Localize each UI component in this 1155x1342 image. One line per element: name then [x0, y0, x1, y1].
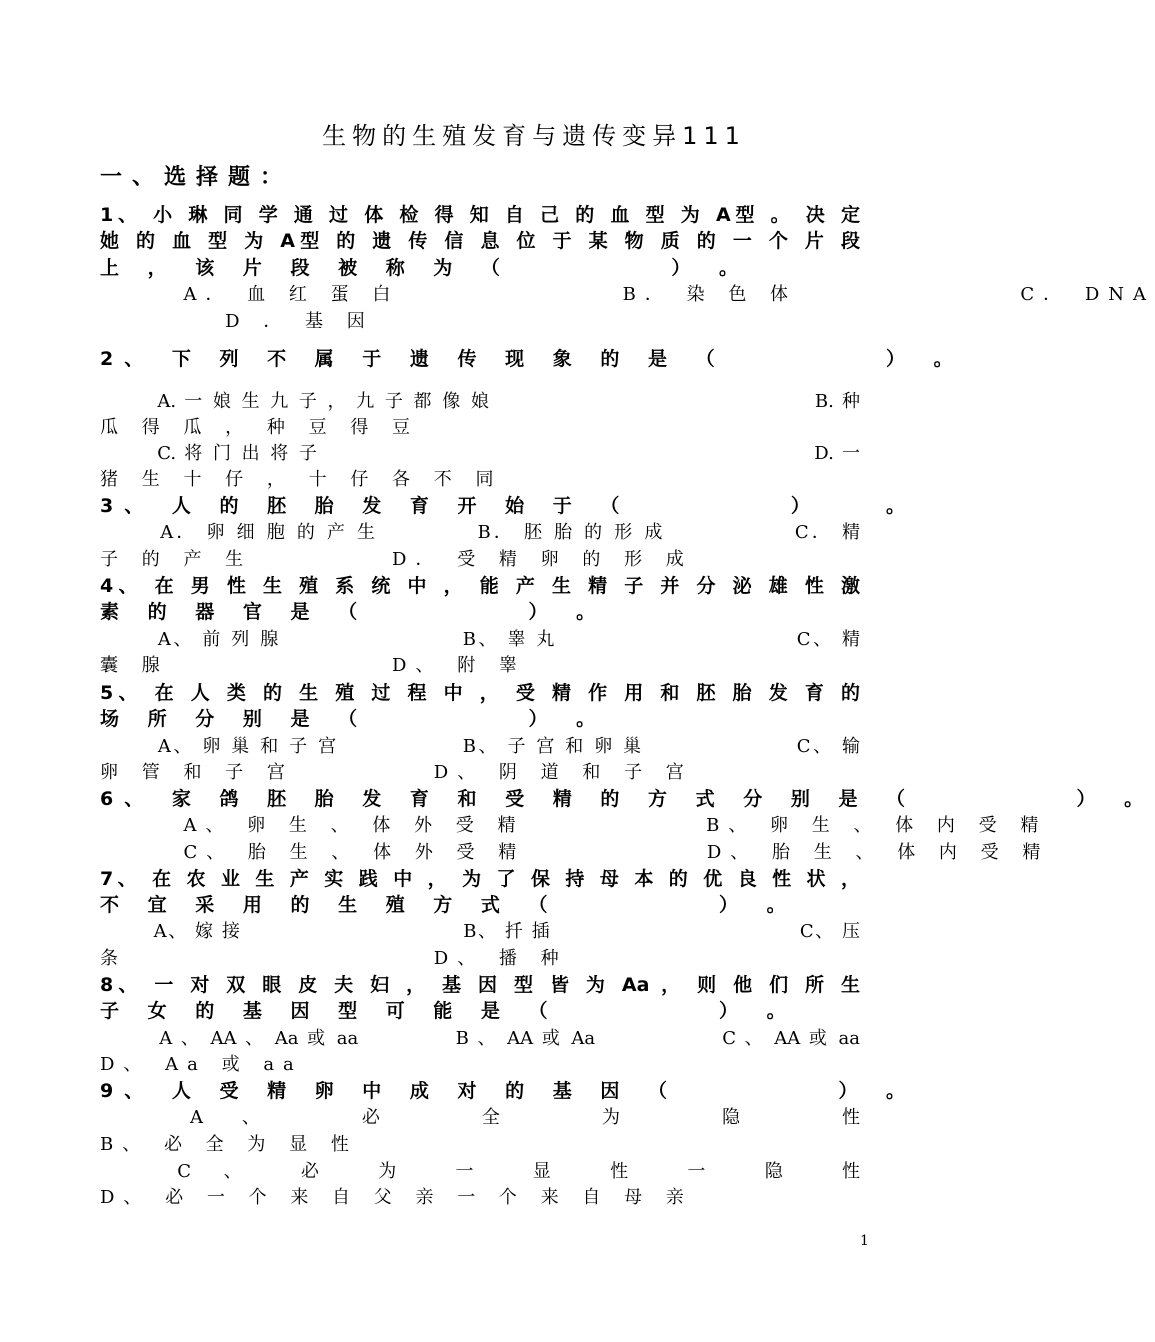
question-text-line: 上 ， 该 片 段 被 称 为 （ ） 。	[100, 257, 749, 279]
option-text-line: C. 将 门 出 将 子 D. 一	[100, 443, 861, 464]
question-text-line: 2、 下 列 不 属 于 遗 传 现 象 的 是 （ ） 。	[100, 348, 964, 370]
option-text-line: D ． 基 因	[100, 311, 374, 332]
question-text-line: 3、 人 的 胚 胎 发 育 开 始 于 （ ） 。	[100, 495, 917, 517]
option-text-line: 卵 管 和 子 宫 D、 阴 道 和 子 宫	[100, 762, 693, 783]
question-text-line: 她 的 血 型 为 A型 的 遗 传 信 息 位 于 某 物 质 的 一 个 片 段	[100, 230, 860, 252]
question-text-line: 6、 家 鸽 胚 胎 发 育 和 受 精 的 方 式 分 别 是 （ ） 。	[100, 788, 1155, 810]
option-text-line: 条 D、 播 种	[100, 948, 568, 969]
page-title: 生物的生殖发育与遗传变异111	[322, 122, 746, 150]
option-text-line: C 、 必 为 一 显 性 一 隐 性	[100, 1161, 860, 1182]
option-text-line: 子 的 产 生 D． 受 精 卵 的 形 成	[100, 549, 693, 570]
option-text-line: A 、 必 全 为 隐 性	[100, 1107, 860, 1128]
option-text-line: D、 Aa 或 aa	[100, 1054, 303, 1075]
question-text-line: 不 宜 采 用 的 生 殖 方 式 （ ） 。	[100, 894, 797, 916]
option-text-line: A、 嫁 接 B、 扦 插 C、 压	[100, 921, 860, 942]
option-text-line: C、 胎 生 、 体 外 受 精 D、 胎 生 、 体 内 受 精	[100, 842, 1050, 863]
option-text-line: A、 前 列 腺 B、 睾 丸 C、 精	[100, 629, 860, 650]
option-text-line: D、 必 一 个 来 自 父 亲 一 个 来 自 母 亲	[100, 1187, 693, 1208]
question-text-line: 素 的 器 官 是 （ ） 。	[100, 601, 607, 623]
option-text-line: B、 必 全 为 显 性	[100, 1134, 358, 1155]
option-text-line: A． 血 红 蛋 白 B． 染 色 体 C． DNA	[100, 284, 1155, 305]
question-text-line: 场 所 分 别 是 （ ） 。	[100, 708, 607, 730]
question-text-line: 4、 在 男 性 生 殖 系 统 中 ， 能 产 生 精 子 并 分 泌 雄 性 激	[100, 575, 860, 597]
question-text-line: 5、 在 人 类 的 生 殖 过 程 中 ， 受 精 作 用 和 胚 胎 发 育 的	[100, 682, 860, 704]
question-text-line: 9、 人 受 精 卵 中 成 对 的 基 因 （ ） 。	[100, 1080, 917, 1102]
page-number: 1	[860, 1233, 869, 1249]
option-text-line: A、 卵 生 、 体 外 受 精 B、 卵 生 、 体 内 受 精	[100, 815, 1048, 836]
question-text-line: 7、 在 农 业 生 产 实 践 中 ， 为 了 保 持 母 本 的 优 良 性 状 ，	[100, 868, 860, 890]
option-text-line: 囊 腺 D、 附 睾	[100, 655, 526, 676]
option-text-line: A、 卵 巢 和 子 宫 B、 子 宫 和 卵 巢 C、 输	[100, 736, 860, 757]
option-text-line: 猪 生 十 仔 ， 十 仔 各 不 同	[100, 469, 503, 490]
option-text-line: A． 卵 细 胞 的 产 生 B． 胚 胎 的 形 成 C． 精	[100, 522, 860, 543]
option-text-line: A. 一 娘 生 九 子 ， 九 子 都 像 娘 B. 种	[100, 391, 860, 412]
section-heading: 一、选择题：	[100, 165, 293, 190]
question-text-line: 8、 一 对 双 眼 皮 夫 妇 ， 基 因 型 皆 为 Aa ， 则 他 们 所 生	[100, 974, 860, 996]
option-text-line: 瓜 得 瓜 ， 种 豆 得 豆	[100, 417, 420, 438]
question-text-line: 1、 小 琳 同 学 通 过 体 检 得 知 自 己 的 血 型 为 A型 。 决 定	[100, 204, 860, 226]
question-text-line: 子 女 的 基 因 型 可 能 是 （ ） 。	[100, 1000, 797, 1022]
option-text-line: A 、 AA 、 Aa 或 aa B 、 AA 或 Aa C 、 AA 或 aa	[100, 1028, 860, 1049]
